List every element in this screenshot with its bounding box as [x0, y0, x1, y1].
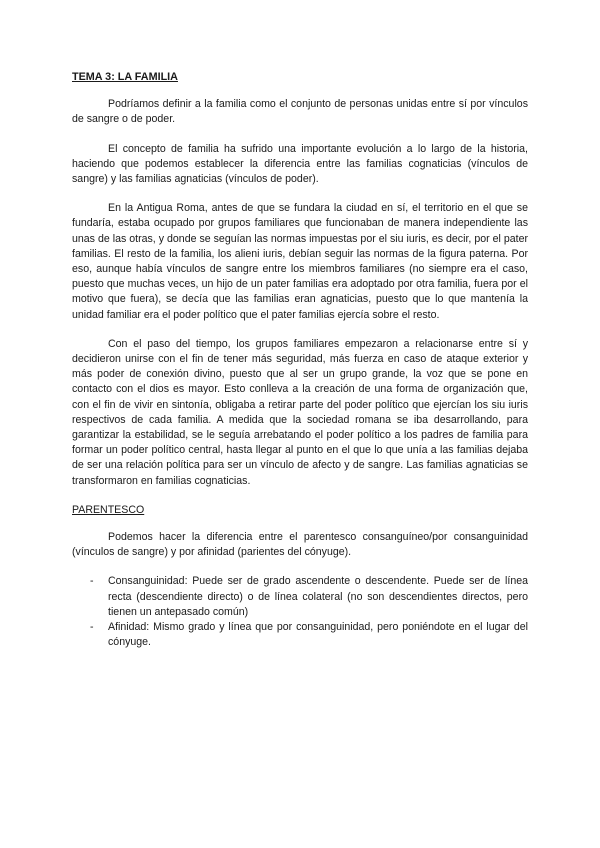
list-item-text: Consanguinidad: Puede ser de grado ascendente o descendente. Puede ser de línea recta (descendiente directo) o de línea colateral (no son descendientes directos, pero tienen un antepasado común)	[108, 575, 528, 618]
paragraph-antigua-roma: En la Antigua Roma, antes de que se fundara la ciudad en sí, el territorio en el que se fundaría, estaba ocupado por grupos familiares que funcionaban de manera independiente las unas de las otras, y donde se seguían las normas impuestas por el siu iuris, es decir, por el pater familias. El resto de la familia, los alieni iuris, debían seguir las normas de la figura paterna. Por eso, aunque había vínculos de sangre entre los miembros familiares (no siempre era el caso, puesto que muchas veces, un hijo de un pater familias era adoptado por otra familia, fuera por el motivo que fuera), se decía que las familias eran agnaticias, puesto que lo que mantenía la unidad familiar era el poder político que el pater familias ejercía sobre el resto.	[72, 202, 528, 321]
document-title: TEMA 3: LA FAMILIA	[72, 71, 178, 83]
section-heading-parentesco: PARENTESCO	[72, 503, 145, 516]
bullet-dash: -	[90, 621, 94, 634]
paragraph-paso-del-tiempo: Con el paso del tiempo, los grupos familiares empezaron a relacionarse entre sí y decidieron unirse con el fin de tener más seguridad, más fuerza en caso de ataque exterior y más poder de conexión divino, puesto que al ser un grupo grande, la voz que se pone en contacto con el dios es mayor. Esto conlleva a la creación de una forma de organización que, con el fin de vivir en sintonía, obligaba a retirar parte del poder político que ejercían los siu iuris respectivos de cada familia. A medida que la sociedad romana se iba desarrollando, para garantizar la estabilidad, se le seguía arrebatando el poder político a los padres de familia para formar un poder político central, hasta llegar al punto en el que lo que unía a las familias dejaba de ser una relación política para ser un vínculo de afecto y de sangre. Las familias agnaticias se transformaron en familias cognaticias.	[72, 337, 528, 487]
list-item-consanguinidad	[72, 574, 528, 620]
list-item-text: Afinidad: Mismo grado y línea que por consanguinidad, pero poniéndote en el lugar del cónyuge.	[108, 621, 528, 649]
document-page	[72, 70, 528, 651]
parentesco-list	[72, 574, 528, 650]
bullet-dash: -	[90, 575, 94, 588]
paragraph-definition: Podríamos definir a la familia como el conjunto de personas unidas entre sí por vínculos de sangre o de poder.	[72, 98, 528, 126]
paragraph-evolution: El concepto de familia ha sufrido una importante evolución a lo largo de la historia, haciendo que podemos establecer la diferencia entre las familias cognaticias (vínculos de sangre) y las familias agnaticias (vínculos de poder).	[72, 142, 528, 186]
list-item-afinidad	[72, 620, 528, 650]
paragraph-parentesco-intro: Podemos hacer la diferencia entre el parentesco consanguíneo/por consanguinidad (vínculos de sangre) y por afinidad (parientes del cónyuge).	[72, 531, 528, 559]
